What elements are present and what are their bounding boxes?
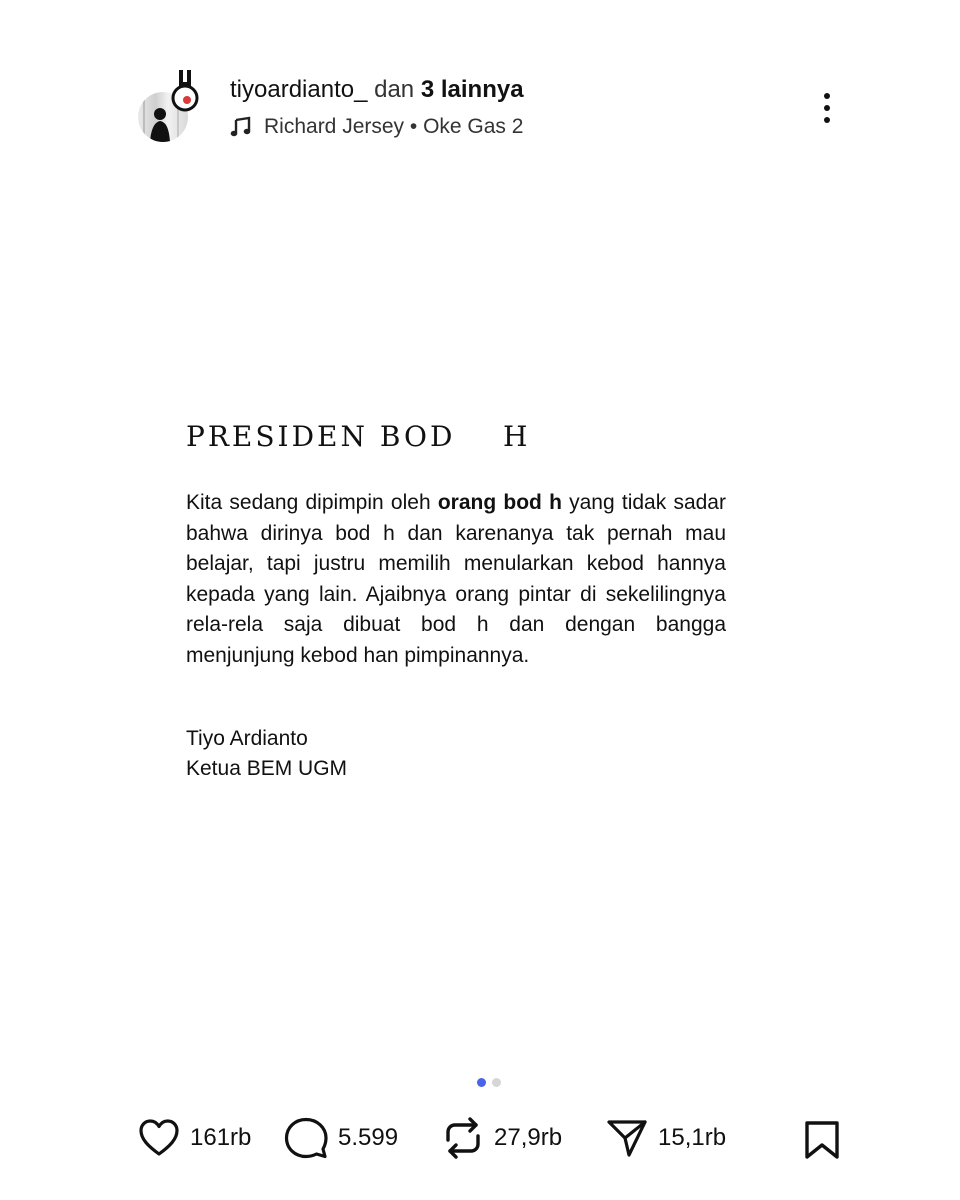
repost-button[interactable] <box>442 1108 562 1168</box>
more-dot <box>824 117 830 123</box>
comment-bubble-icon <box>284 1117 328 1159</box>
action-bar <box>0 1108 960 1168</box>
repost-count: 27,9rb <box>494 1124 563 1151</box>
like-count: 161rb <box>190 1124 252 1151</box>
like-button[interactable] <box>138 1108 251 1168</box>
comment-count: 5.599 <box>338 1124 399 1151</box>
post-author-line <box>230 74 524 106</box>
music-note-icon <box>230 116 252 138</box>
post-body <box>186 488 726 671</box>
comment-button[interactable] <box>284 1108 398 1168</box>
carousel-indicator <box>477 1078 501 1088</box>
send-icon <box>606 1117 648 1159</box>
post-body-rest: yang tidak sadar bahwa dirinya bod h dan karenanya tak pernah mau belajar, tapi justru memilih menularkan kebod hannya kepada yang lain. Ajaibnya orang pintar di sekelilingnya rela-rela saja dibuat bod h dan dengan bangga menjunjung kebod han pimpinannya. <box>186 491 726 667</box>
carousel-dot-active[interactable] <box>477 1078 486 1087</box>
post-title: PRESIDEN BOD H <box>186 420 531 453</box>
repost-icon <box>442 1116 484 1160</box>
more-vertical-icon <box>824 93 830 99</box>
share-button[interactable] <box>606 1108 726 1168</box>
more-dot <box>824 105 830 111</box>
collab-badge-icon <box>168 70 202 114</box>
username-link[interactable]: tiyoardianto_ <box>230 76 368 103</box>
post-signature <box>186 724 347 784</box>
music-track-label: Richard Jersey • Oke Gas 2 <box>264 115 524 138</box>
more-options-button[interactable] <box>812 88 842 128</box>
collaborators-link[interactable]: 3 lainnya <box>420 76 524 103</box>
signature-name: Tiyo Ardianto <box>186 727 308 750</box>
share-count: 15,1rb <box>658 1124 727 1151</box>
bookmark-icon <box>804 1120 840 1160</box>
heart-icon <box>138 1118 180 1158</box>
and-text: dan <box>374 76 415 103</box>
post-header <box>0 0 960 170</box>
post-body-bold: orang bod h <box>437 491 562 514</box>
carousel-dot[interactable] <box>492 1078 501 1087</box>
post-body-intro: Kita sedang dipimpin oleh <box>186 491 438 514</box>
signature-role: Ketua BEM UGM <box>186 757 348 780</box>
music-attribution[interactable] <box>230 113 523 141</box>
save-button[interactable] <box>804 1120 840 1165</box>
